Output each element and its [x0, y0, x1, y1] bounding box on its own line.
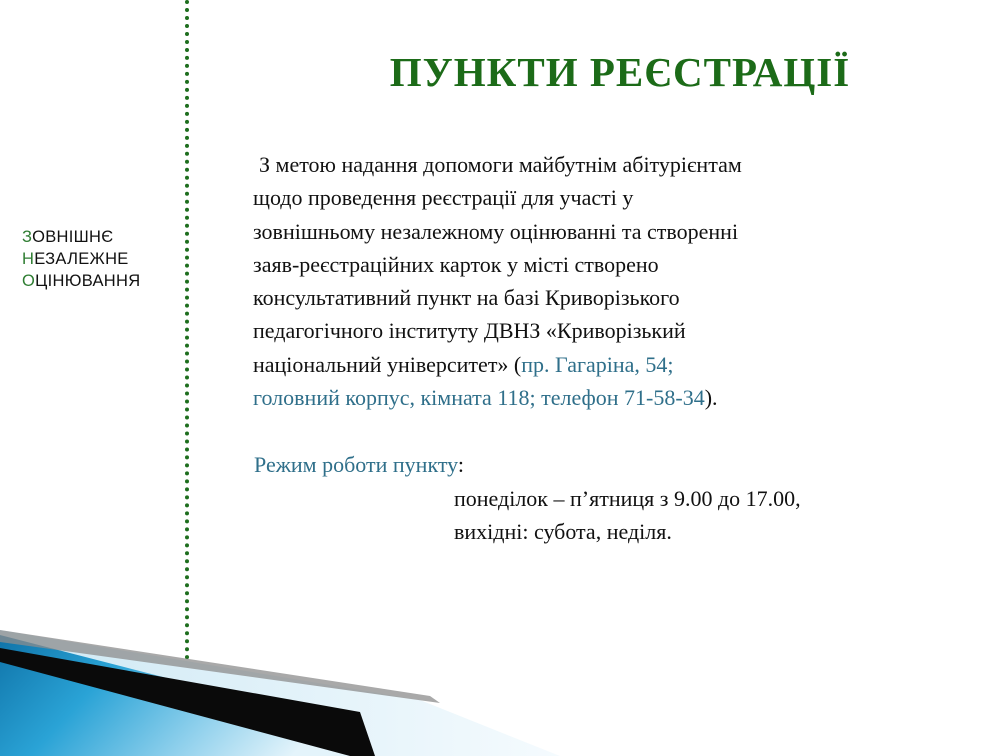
body-line-2: щодо проведення реєстрації для участі у	[253, 185, 634, 211]
side-caption	[22, 226, 140, 292]
side-caption-initial-2: Н	[22, 250, 35, 268]
bottom-decoration	[0, 600, 1008, 756]
body-line-5: консультативний пункт на базі Криворізького	[253, 285, 680, 311]
hours-label-suffix: :	[457, 452, 465, 477]
body-line-3: зовнішньому незалежному оцінюванні та створенні	[253, 218, 739, 244]
body-line-1: З метою надання допомоги майбутнім абітурієнтам	[259, 152, 742, 177]
body-line-7	[253, 348, 973, 381]
slide-title: ПУНКТИ РЕЄСТРАЦІЇ	[389, 49, 851, 95]
body-line-8-suffix: ).	[704, 385, 718, 411]
body-line-4: заяв-реєстраційних карток у місті створено	[253, 251, 659, 277]
side-caption-line-2	[22, 248, 140, 270]
side-caption-rest-2: ЕЗАЛЕЖНЕ	[34, 250, 129, 268]
hours-weekends: вихідні: субота, неділя.	[454, 519, 672, 544]
side-caption-rest-3: ЦІНЮВАННЯ	[35, 272, 141, 290]
hours-label-line	[254, 448, 801, 482]
side-caption-initial-1: З	[22, 228, 33, 246]
working-hours	[254, 448, 801, 549]
side-caption-initial-3: О	[22, 272, 36, 290]
address-line-1: пр. Гагаріна, 54;	[521, 351, 674, 377]
side-caption-line-3	[22, 270, 140, 292]
side-caption-rest-1: ОВНІШНЄ	[32, 228, 114, 246]
side-caption-line-1	[22, 226, 140, 248]
body-text	[253, 148, 973, 414]
address-line-2: головний корпус, кімната 118; телефон 71-58-34	[253, 385, 705, 411]
body-line-8	[253, 381, 973, 414]
body-line-6: педагогічного інституту ДВНЗ «Криворізький	[253, 318, 686, 344]
hours-label: Режим роботи пункту	[254, 452, 458, 477]
body-line-7-prefix: національний університет» (	[253, 351, 522, 377]
hours-weekdays: понеділок – п’ятниця з 9.00 до 17.00,	[454, 485, 801, 511]
